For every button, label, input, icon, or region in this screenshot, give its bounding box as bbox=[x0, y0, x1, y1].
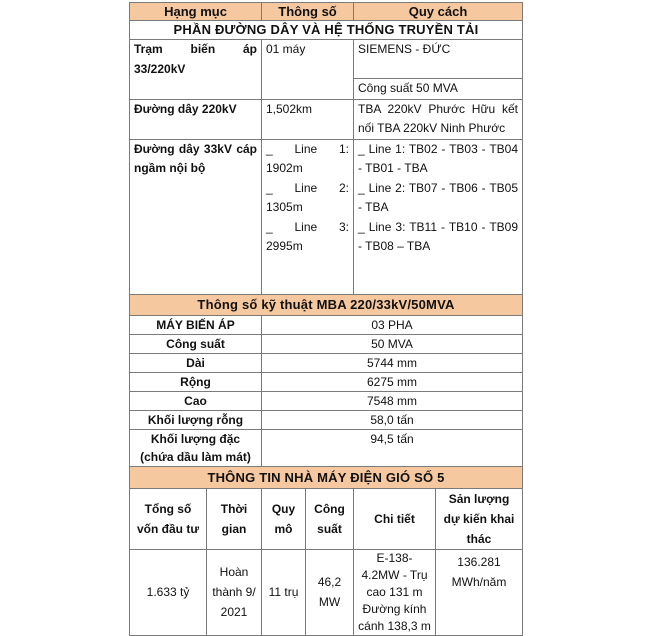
dd33-spec bbox=[262, 139, 354, 294]
dd33-spec-line2: _ Line 2: 1305m bbox=[266, 180, 349, 214]
dd220-detail: TBA 220kV Phước Hữu kết nối TBA 220kV Ninh Phước bbox=[354, 99, 523, 139]
mba-label: MÁY BIẾN ÁP bbox=[130, 315, 262, 334]
mba-row bbox=[130, 353, 523, 372]
dd33-detail-line2: _ Line 2: TB07 - TB06 - TB05 - TBA bbox=[358, 180, 518, 214]
mba-label: Rộng bbox=[130, 372, 262, 391]
section3-row bbox=[130, 466, 523, 488]
tram-detail2: Công suất 50 MVA bbox=[354, 79, 523, 100]
mba-value: 58,0 tấn bbox=[262, 410, 523, 429]
section1-row bbox=[130, 21, 523, 40]
info-header-von: Tổng số vốn đầu tư bbox=[130, 488, 207, 549]
dd33-spec-line1: _ Line 1: 1902m bbox=[266, 141, 349, 175]
tram-spec: 01 máy bbox=[262, 40, 354, 100]
header-thong-so: Thông số bbox=[262, 3, 354, 21]
dd33-spec-line3: _ Line 3: 2995m bbox=[266, 219, 349, 253]
mba-label: Dài bbox=[130, 353, 262, 372]
info-header-chi-tiet: Chi tiết bbox=[354, 488, 436, 549]
header-row bbox=[130, 3, 523, 21]
dd33-detail bbox=[354, 139, 523, 294]
section3-title: THÔNG TIN NHÀ MÁY ĐIỆN GIÓ SỐ 5 bbox=[130, 466, 523, 488]
mba-row bbox=[130, 334, 523, 353]
info-value-san-luong: 136.281 MWh/năm bbox=[436, 549, 523, 635]
dd220-label: Đường dây 220kV bbox=[130, 99, 262, 139]
tram-label: Trạm biến áp 33/220kV bbox=[130, 40, 262, 100]
info-value-chi-tiet: E-138-4.2MW - Trụ cao 131 m Đường kính cánh 138,3 m bbox=[354, 549, 436, 635]
mba-label-main: Khối lượng đặc bbox=[150, 431, 241, 446]
mba-row bbox=[130, 429, 523, 466]
mba-label: Cao bbox=[130, 391, 262, 410]
info-value-von: 1.633 tỷ bbox=[130, 549, 207, 635]
info-value-row bbox=[130, 549, 523, 635]
section2-title: Thông số kỹ thuật MBA 220/33kV/50MVA bbox=[130, 294, 523, 315]
section2-row bbox=[130, 294, 523, 315]
info-value-quy-mo: 11 trụ bbox=[262, 549, 306, 635]
dd33-detail-line3: _ Line 3: TB11 - TB10 - TB09 - TB08 – TBA bbox=[358, 219, 518, 253]
info-header-row bbox=[130, 488, 523, 549]
mba-row bbox=[130, 315, 523, 334]
info-header-cong-suat: Công suất bbox=[306, 488, 354, 549]
mba-row bbox=[130, 410, 523, 429]
header-hang-muc: Hạng mục bbox=[130, 3, 262, 21]
mba-label-sub: (chứa dầu làm mát) bbox=[140, 449, 251, 464]
row-duong-day-220 bbox=[130, 99, 523, 139]
mba-label: Khối lượng rỗng bbox=[130, 410, 262, 429]
mba-value: 5744 mm bbox=[262, 353, 523, 372]
mba-value: 6275 mm bbox=[262, 372, 523, 391]
dd33-label: Đường dây 33kV cáp ngầm nội bộ bbox=[130, 139, 262, 294]
info-header-thoi-gian: Thời gian bbox=[207, 488, 262, 549]
section1-title: PHẦN ĐƯỜNG DÂY VÀ HỆ THỐNG TRUYỀN TẢI bbox=[130, 21, 523, 40]
mba-row bbox=[130, 391, 523, 410]
row-tram-bien-ap bbox=[130, 40, 523, 79]
dd33-detail-line1: _ Line 1: TB02 - TB03 - TB04 - TB01 - TBA bbox=[358, 141, 518, 175]
mba-value: 94,5 tấn bbox=[262, 429, 523, 466]
tram-detail1: SIEMENS - ĐỨC bbox=[354, 40, 523, 79]
info-header-san-luong: Sản lượng dự kiến khai thác bbox=[436, 488, 523, 549]
mba-label bbox=[130, 429, 262, 466]
mba-label: Công suất bbox=[130, 334, 262, 353]
info-value-cong-suat: 46,2 MW bbox=[306, 549, 354, 635]
mba-value: 03 PHA bbox=[262, 315, 523, 334]
spec-table bbox=[129, 2, 523, 636]
info-header-quy-mo: Quy mô bbox=[262, 488, 306, 549]
row-duong-day-33 bbox=[130, 139, 523, 294]
mba-row bbox=[130, 372, 523, 391]
mba-value: 50 MVA bbox=[262, 334, 523, 353]
dd220-spec: 1,502km bbox=[262, 99, 354, 139]
info-value-thoi-gian: Hoàn thành 9/ 2021 bbox=[207, 549, 262, 635]
header-quy-cach: Quy cách bbox=[354, 3, 523, 21]
mba-value: 7548 mm bbox=[262, 391, 523, 410]
